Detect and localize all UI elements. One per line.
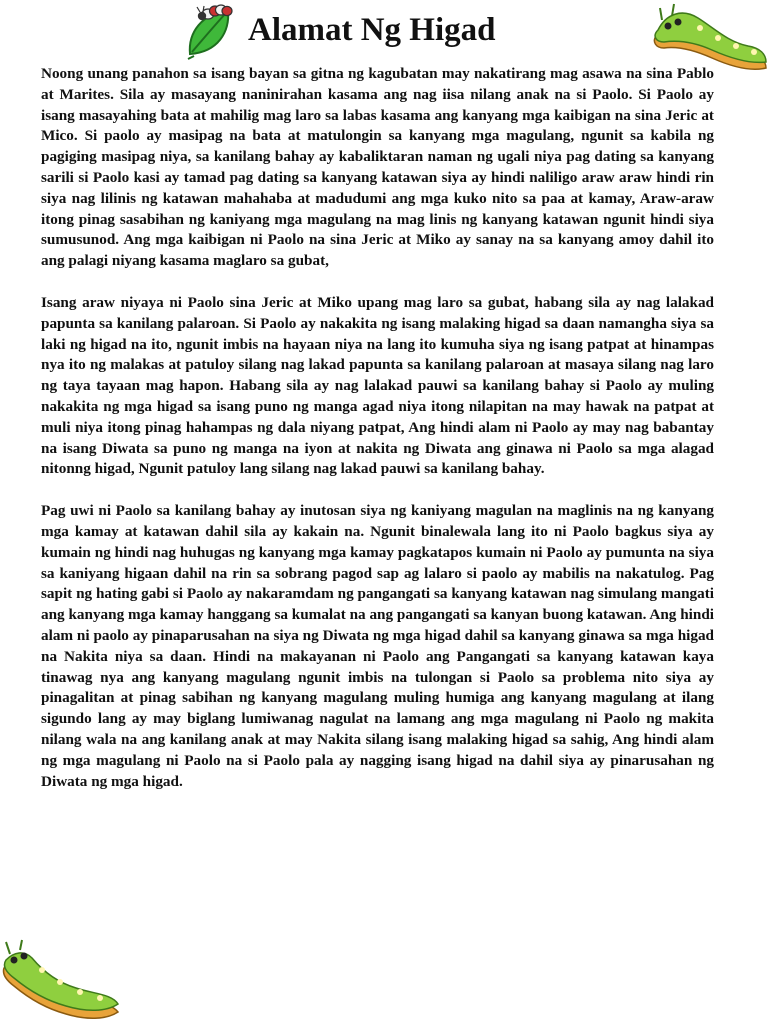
page-title: Alamat Ng Higad — [248, 12, 496, 48]
story-content — [41, 64, 714, 813]
story-paragraph-2: Isang araw niyaya ni Paolo sina Jeric at Miko upang mag laro sa gubat, habang sila ay nag lalakad papunta sa kanilang palaroan. Si Paolo ay nakakita ng isang malaking higad sa daan namangha siya sa laki ng higad na ito, ngunit imbis na hayaan niya na lang ito kumuha siya ng isang patpat at hinampas nya ito ng malakas at patuloy silang nag lakad papunta sa kanilang palaroan at masaya silang nag laro ng taya tayaan mag hapon. Habang sila ay nag lalakad pauwi sa kanilang bahay si Paolo ay muling nakakita ng mga higad sa isang puno ng manga agad niya itong nilapitan na may hawak na patpat at muli niya itong pinag hahampas ng dala niyang patpat, Ang hindi alam ni Paolo ay may nag babantay na isang Diwata sa puno ng manga na iyon at nakita ng Diwata ang ginawa ni Paolo sa mga alagad nitonng higad, Ngunit patuloy lang silang nag lakad pauwi sa kanilang bahay. — [41, 293, 714, 478]
caterpillar-icon — [0, 938, 120, 1024]
leaf-with-caterpillar-icon — [184, 2, 242, 60]
page-header — [0, 0, 768, 64]
story-paragraph-1: Noong unang panahon sa isang bayan sa gitna ng kagubatan may nakatirang mag asawa na sina Pablo at Marites. Sila ay masayang naninirahan kasama ang nag iisa nilang anak na si Paolo. Si Paolo ay isang masayahing bata at mahilig mag laro sa labas kasama ang kanyang mga kaibigan na sina Jeric at Mico. Si paolo ay masipag na bata at matulongin sa kanyang mga magulang, ngunit sa kabila ng pagiging masipag niya, sa kanilang bahay ay kabaliktaran naman ng ugali niya pag dating sa kanyang sarili si Paolo kasi ay tamad pag dating sa kanyang katawan siya ay hindi naliligo araw araw hindi rin siya nag lilinis ng katawan mahahaba at madudumi ang mga kuko nito sa paa at kamay, Araw-araw itong pinag sasabihan ng kaniyang mga magulang na mag linis ng kanyang katawan ngunit hindi siya sumusunod. Ang mga kaibigan ni Paolo na sina Jeric at Miko ay sanay na sa kanyang amoy dahil ito ang palagi niyang kasama maglaro sa gubat, — [41, 65, 714, 270]
story-paragraph-3: Pag uwi ni Paolo sa kanilang bahay ay inutosan siya ng kaniyang magulan na maglinis na ng kanyang mga kamay at katawan dahil sila ay kakain na. Ngunit binalewala lang ito ni Paolo bagkus siya ay kumain ng hindi nag huhugas ng kanyang mga kamay pagkatapos kumain ni Paolo ay pumunta na siya sa kaniyang higaan dahil na rin sa sobrang pagod sap ag lalaro si paolo ay mabilis na nakatulog. Pag sapit ng hating gabi si Paolo ay nakaramdam ng pangangati sa kanyang katawan nag simulang mangati ang kanyang mga kamay hanggang sa kumalat na ang pangangati sa kanyan buong katawan. Ang hindi alam ni paolo ay pinaparusahan na siya ng Diwata ng mga higad dahil sa kanyang ginawa sa mga higad na Nakita niya sa daan. Hindi na makayanan ni Paolo ang Pangangati sa kanyang katawan kaya tinawag nya ang kanyang magulang ngunit imbis na tulongan si Paolo sa problema nito siya ay pinagalitan at pinag sabihan ng kanyang magulang muling humiga ang kanyang magulang at ilang sigundo lang ay may biglang lumiwanag nagulat na lamang ang mga magulang ni Paolo ng makita nilang wala na ang kanilang anak at may Nakita silang isang malaking higad sa sahig, Ang hindi alam ng mga magulang ni Paolo na si Paolo pala ay nagging isang higad na dahil siya ay pinarusahan ng Diwata ng mga higad. — [41, 502, 714, 790]
